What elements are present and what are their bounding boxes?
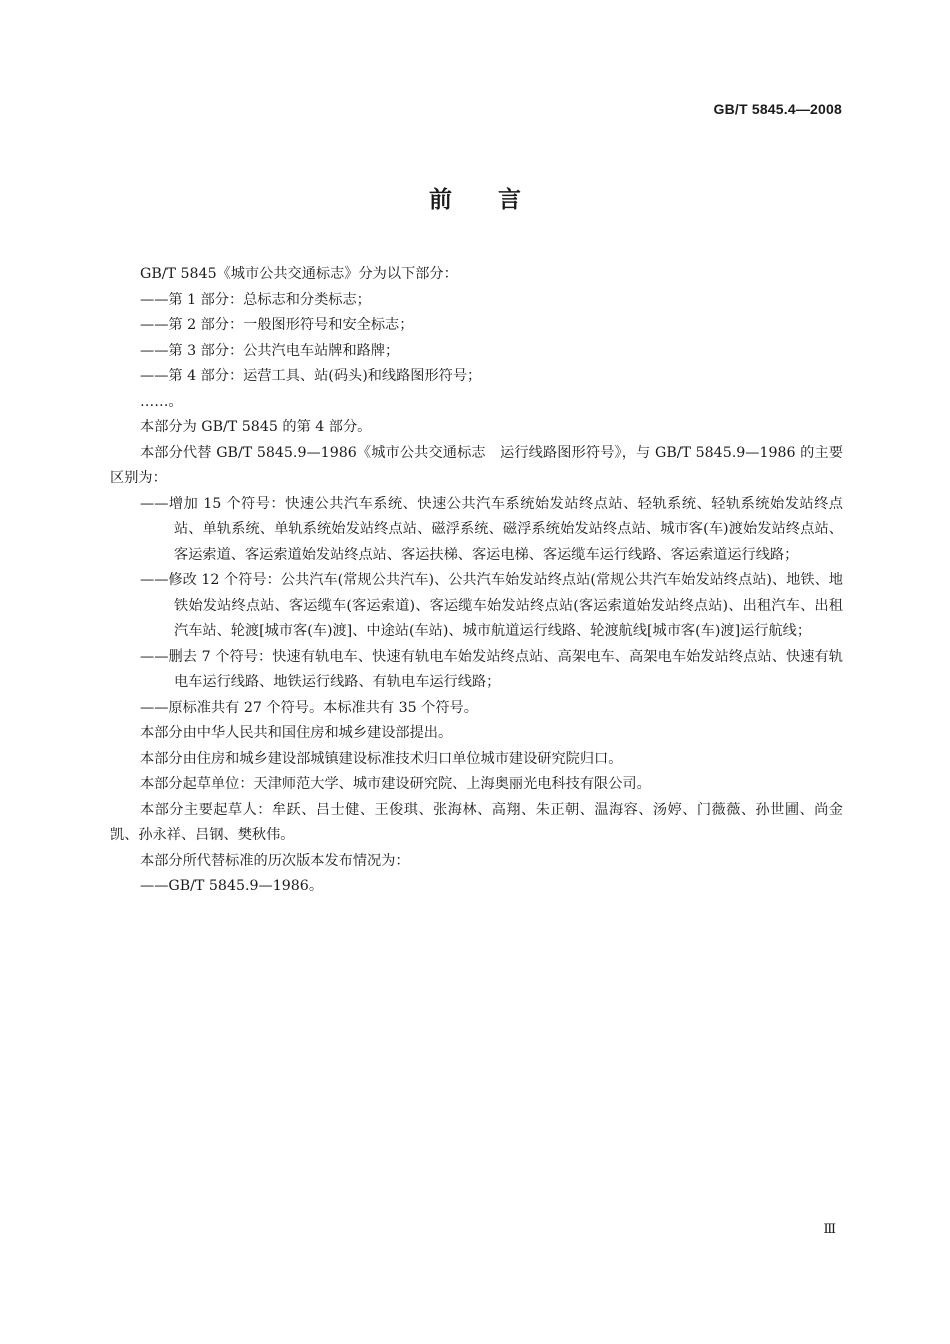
replaces-paragraph: 本部分代替 GB/T 5845.9—1986《城市公共交通标志 运行线路图形符号》，与 GB/T 5845.9—1986 的主要区别为：: [110, 444, 843, 486]
part-list-item: ——第 4 部分：运营工具、站(码头)和线路图形符号；: [140, 368, 482, 384]
history-intro-paragraph: 本部分所代替标准的历次版本发布情况为：: [140, 852, 410, 869]
part-list-item: ——第 2 部分：一般图形符号和安全标志；: [140, 317, 414, 333]
part-list-item: ——第 1 部分：总标志和分类标志；: [140, 291, 371, 308]
page-number: Ⅲ: [823, 1222, 836, 1237]
intro-paragraph: GB/T 5845《城市公共交通标志》分为以下部分：: [140, 266, 458, 282]
change-list-item: ——修改 12 个符号：公共汽车(常规公共汽车)、公共汽车始发站终点站(常规公共汽车始发站终点站)、地铁、地铁始发站终点站、客运缆车(客运索道)、客运缆车始发站终点站(客运索道始发站终点站)、出租汽车、出租汽车站、轮渡[城市客(车)渡]、中途站(车站)、城市航道运行线路、轮渡航线[城市客(车)渡]运行航线；: [140, 572, 843, 639]
centralized-by-paragraph: 本部分由住房和城乡建设部城镇建设标准技术归口单位城市建设研究院归口。: [140, 750, 623, 767]
drafting-units-paragraph: 本部分起草单位：天津师范大学、城市建设研究院、上海奥丽光电科技有限公司。: [140, 776, 651, 792]
proposed-by-paragraph: 本部分由中华人民共和国住房和城乡建设部提出。: [140, 725, 453, 741]
document-body: [110, 262, 843, 900]
page-title: 前言: [429, 187, 567, 213]
change-list-item: ——删去 7 个符号：快速有轨电车、快速有轨电车始发站终点站、高架电车、高架电车始发站终点站、快速有轨电车运行线路、地铁运行线路、有轨电车运行线路；: [140, 648, 843, 690]
standard-number: GB/T 5845.4—2008: [713, 101, 842, 117]
drafters-paragraph: 本部分主要起草人：牟跃、吕士健、王俊琪、张海林、高翔、朱正朝、温海容、汤婷、门薇薇、孙世圃、尚金凯、孙永祥、吕钢、樊秋伟。: [110, 801, 843, 843]
change-list-item: ——增加 15 个符号：快速公共汽车系统、快速公共汽车系统始发站终点站、轻轨系统、轻轨系统始发站终点站、单轨系统、单轨系统始发站终点站、磁浮系统、磁浮系统始发站终点站、城市客(车)渡始发站终点站、客运索道、客运索道始发站终点站、客运扶梯、客运电梯、客运缆车运行线路、客运索道运行线路；: [140, 495, 843, 563]
ellipsis-line: ……。: [140, 393, 183, 410]
change-list-item: ——原标准共有 27 个符号。本标准共有 35 个符号。: [140, 699, 478, 716]
this-part-paragraph: 本部分为 GB/T 5845 的第 4 部分。: [140, 419, 372, 435]
history-list-item: ——GB/T 5845.9—1986。: [140, 878, 324, 894]
part-list-item: ——第 3 部分：公共汽电车站牌和路牌；: [140, 342, 400, 359]
